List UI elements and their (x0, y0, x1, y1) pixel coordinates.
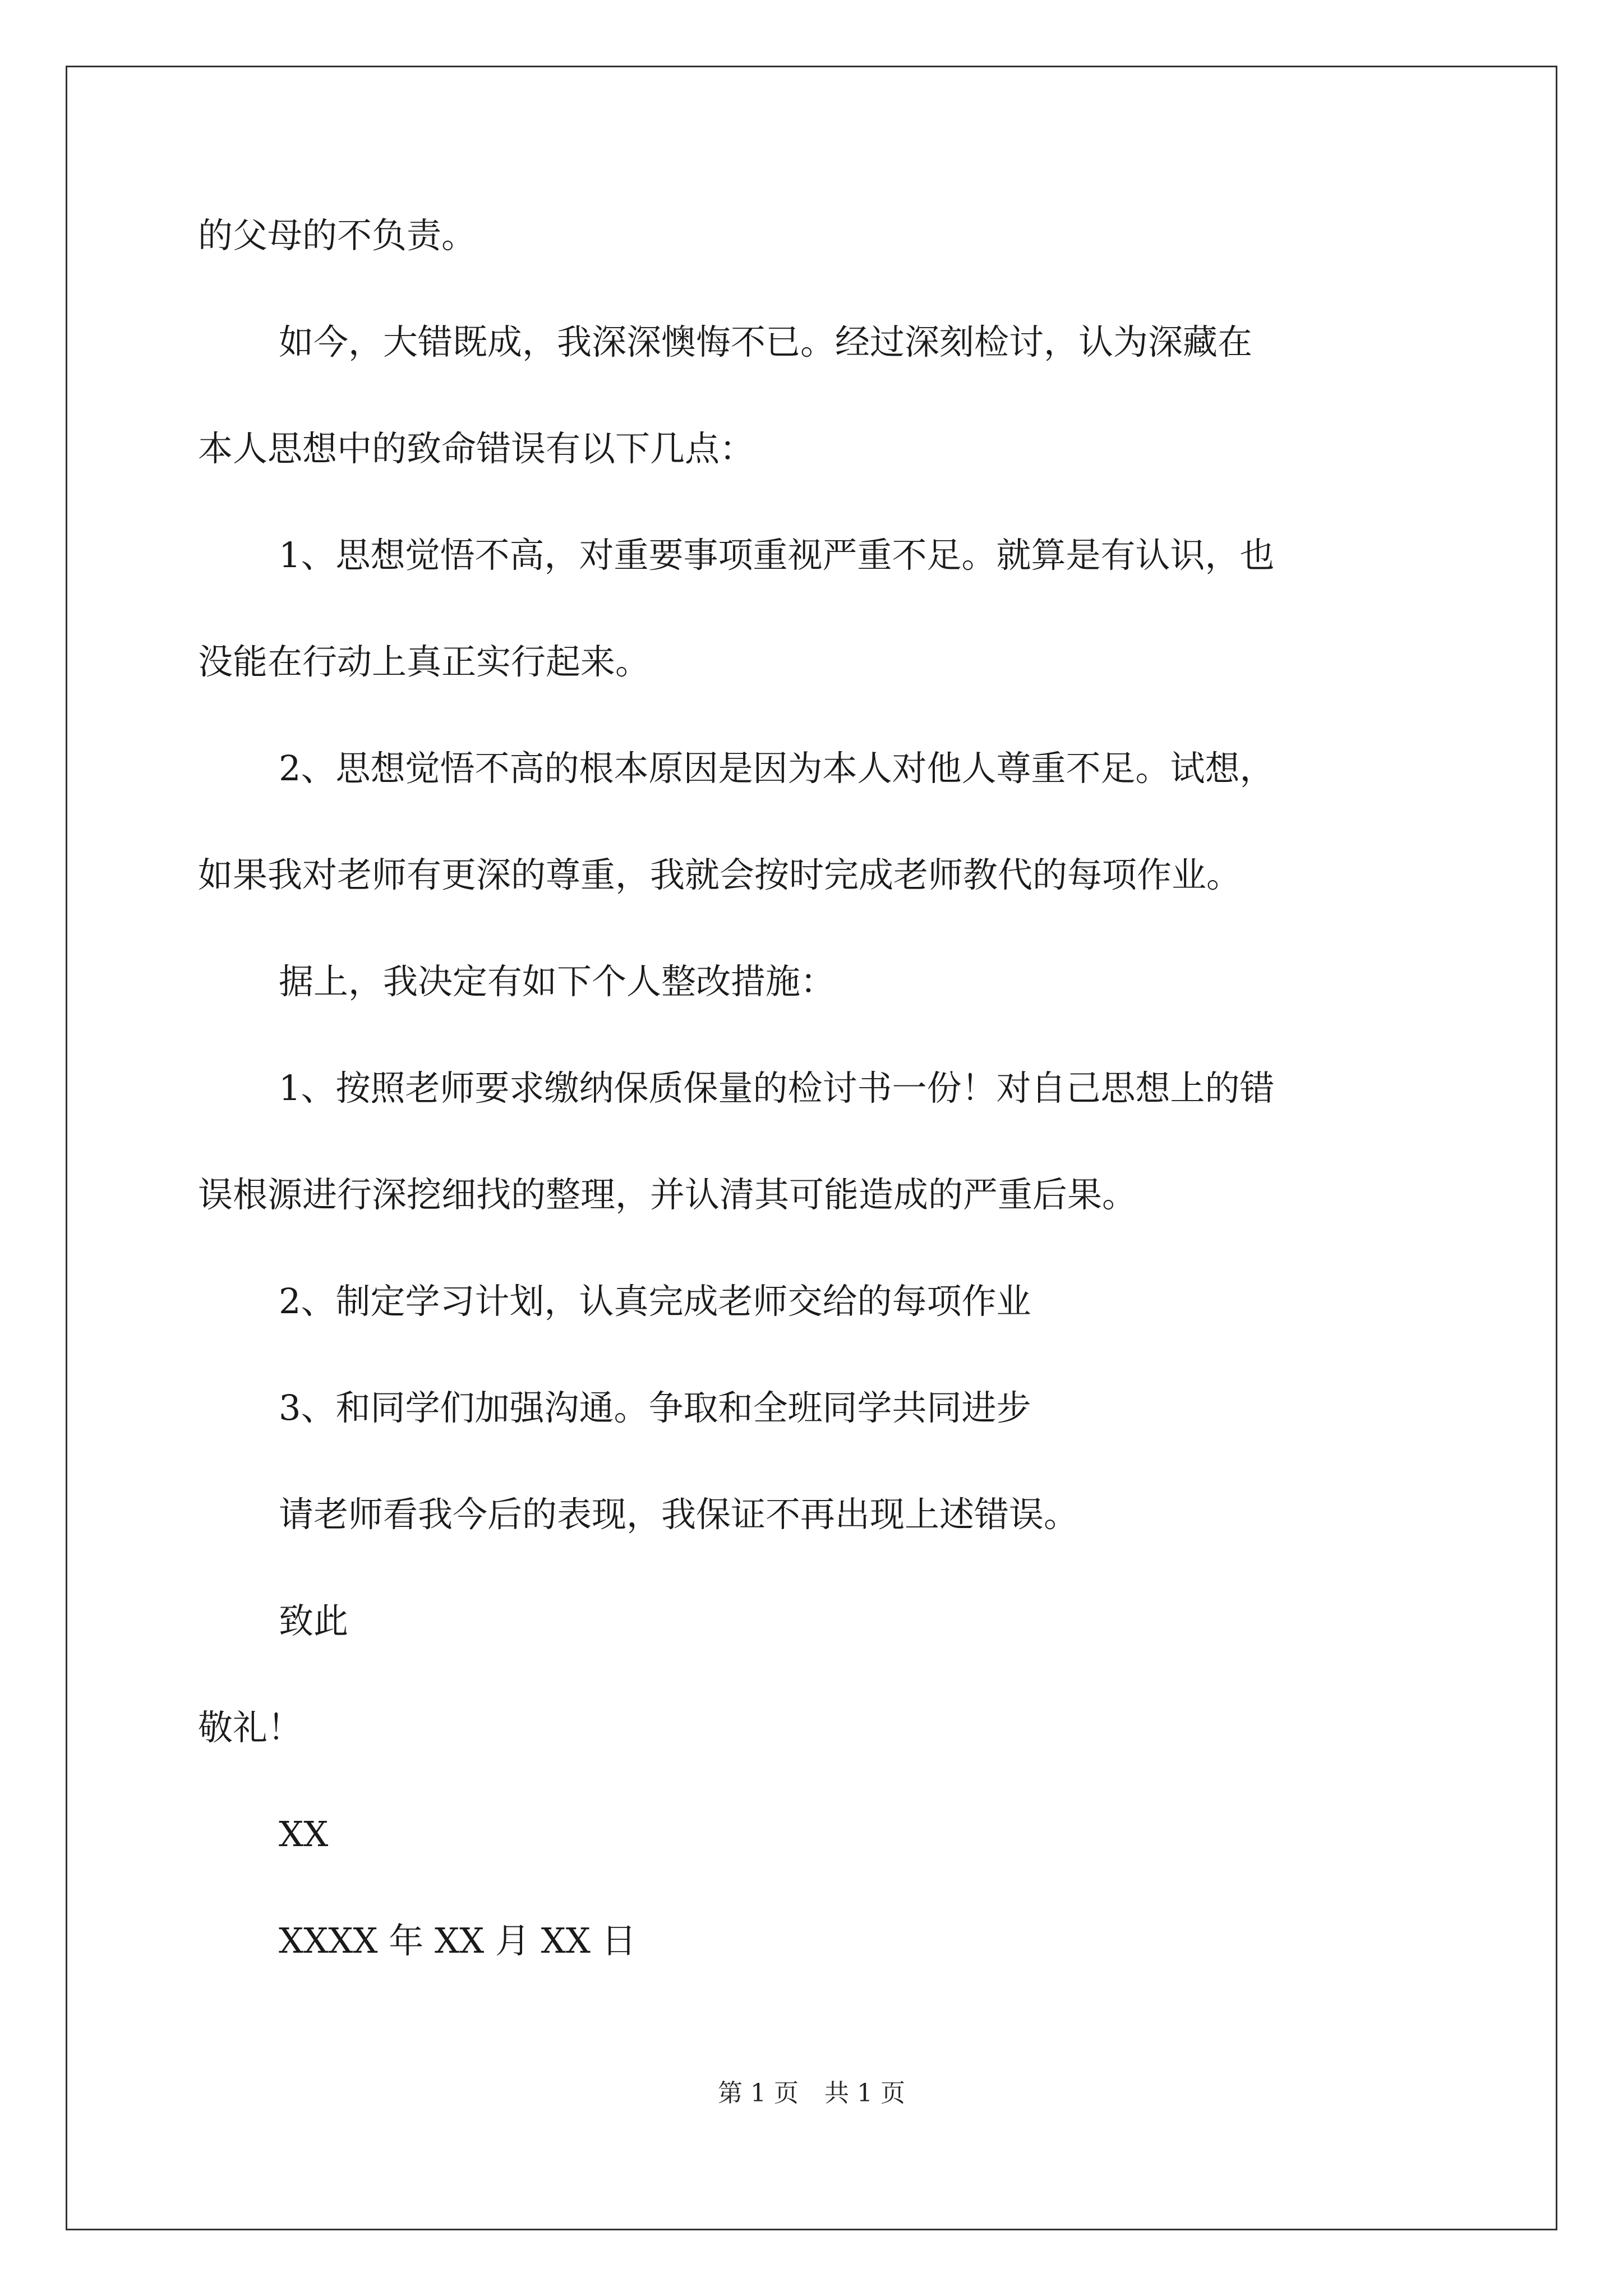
text-line: 如今，大错既成，我深深懊悔不已。经过深刻检讨，认为深藏在 (279, 321, 1253, 362)
text-line: 没能在行动上真正实行起来。 (198, 641, 651, 682)
text-line: 请老师看我今后的表现，我保证不再出现上述错误。 (279, 1494, 1079, 1535)
text-line: 1、思想觉悟不高，对重要事项重视严重不足。就算是有认识，也 (279, 535, 1275, 576)
page-border (66, 66, 1557, 2230)
text-line: 3、和同学们加强沟通。争取和全班同学共同进步 (279, 1387, 1031, 1428)
text-line: 本人思想中的致命错误有以下几点： (198, 428, 755, 469)
total-pages: 共 1 页 (824, 2079, 905, 2108)
page-number: 第 1 页 (718, 2079, 799, 2108)
text-line: 1、按照老师要求缴纳保质保量的检讨书一份！对自己思想上的错 (279, 1068, 1275, 1108)
text-line: 据上，我决定有如下个人整改措施： (279, 961, 836, 1002)
signature-date: XXXX 年 XX 月 XX 日 (279, 1920, 637, 1961)
text-line: 2、制定学习计划，认真完成老师交给的每项作业 (279, 1281, 1031, 1322)
text-line: 误根源进行深挖细找的整理，并认清其可能造成的严重后果。 (198, 1174, 1137, 1215)
text-line: 如果我对老师有更深的尊重，我就会按时完成老师教代的每项作业。 (198, 854, 1242, 895)
signature-name: XX (279, 1814, 329, 1855)
text-line: 的父母的不负责。 (198, 215, 477, 256)
text-line: 2、思想觉悟不高的根本原因是因为本人对他人尊重不足。试想， (279, 748, 1275, 789)
salutation: 敬礼！ (198, 1707, 303, 1748)
page-footer (0, 2077, 1623, 2110)
closing-phrase: 致此 (279, 1600, 349, 1641)
